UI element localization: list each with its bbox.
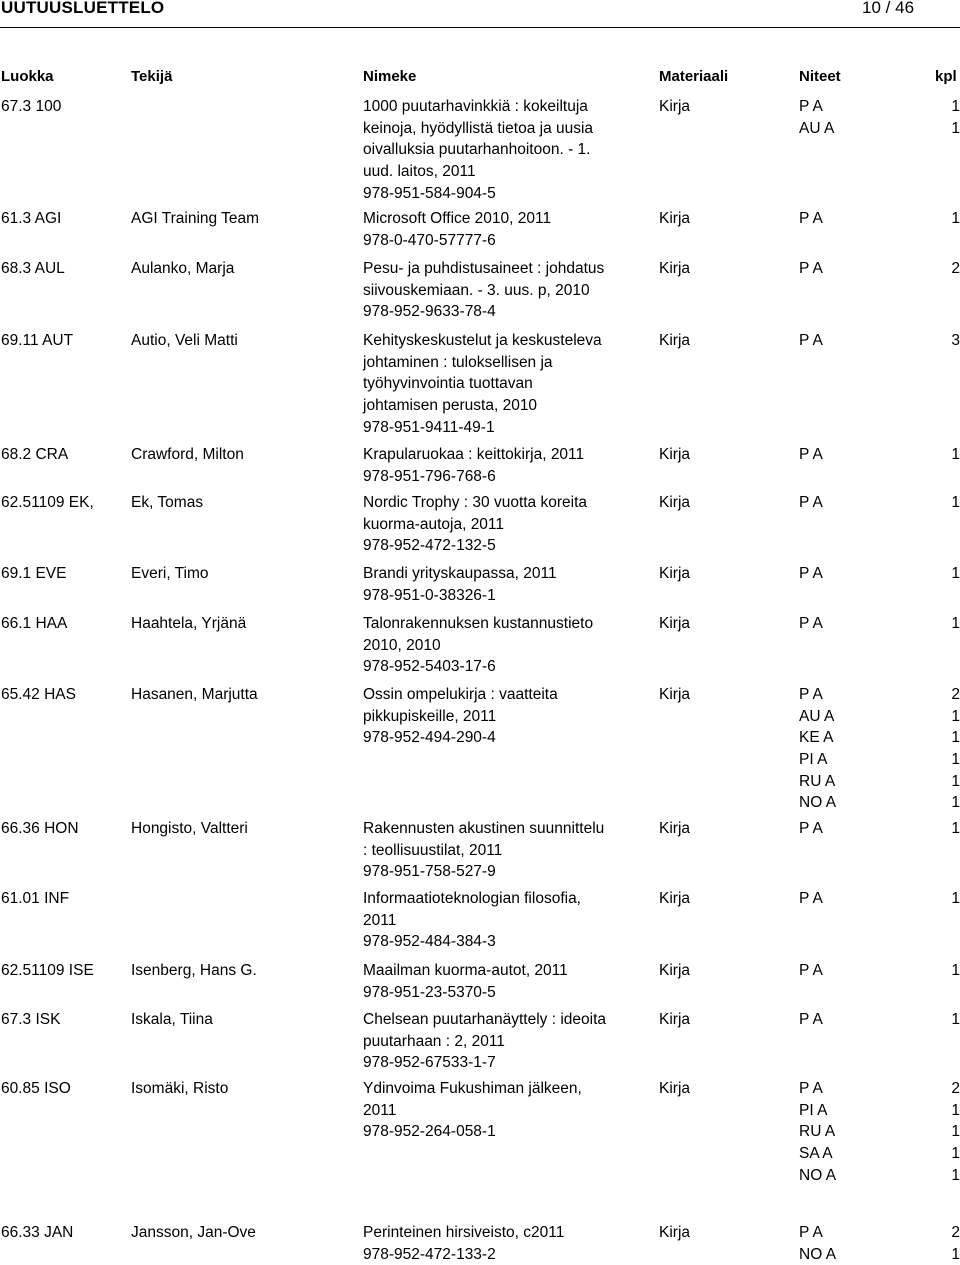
row-materiaali: Kirja xyxy=(659,210,691,227)
nimeke-line: Kehityskeskustelut ja keskusteleva xyxy=(363,332,602,349)
row-luokka: 66.1 HAA xyxy=(1,615,68,632)
row-tekija: Hasanen, Marjutta xyxy=(131,686,258,703)
row-niteet xyxy=(799,888,909,910)
nide-item xyxy=(799,684,959,706)
nimeke-line: kuorma-autoja, 2011 xyxy=(363,515,505,533)
row-kpl: 1 xyxy=(951,820,960,837)
nide-code: SA A xyxy=(799,1145,833,1163)
row-niteet xyxy=(799,1222,960,1265)
row-niteet xyxy=(799,492,909,514)
row-tekija: Ek, Tomas xyxy=(131,494,204,511)
nimeke-line: 978-952-484-384-3 xyxy=(363,933,496,951)
row-niteet xyxy=(799,444,909,466)
nide-code: P A xyxy=(799,1080,823,1097)
column-header-nimeke: Nimeke xyxy=(363,68,417,85)
nimeke-line: 2011 xyxy=(363,911,397,929)
nide-item xyxy=(799,1100,959,1122)
nimeke-line: 978-952-9633-78-4 xyxy=(363,303,496,321)
row-tekija: Jansson, Jan-Ove xyxy=(131,1224,256,1241)
nide-count: 1 xyxy=(951,1101,960,1119)
row-niteet xyxy=(799,208,909,230)
row-kpl: 3 xyxy=(951,332,960,349)
nimeke-line: : teollisuustilat, 2011 xyxy=(363,841,503,859)
nide-item xyxy=(799,706,959,728)
row-tekija: Isenberg, Hans G. xyxy=(131,962,257,979)
nide-item xyxy=(799,1244,959,1265)
nide-count: 1 xyxy=(951,794,960,812)
nimeke-line: 2010, 2010 xyxy=(363,636,441,654)
nide-item xyxy=(799,960,959,982)
nide-item xyxy=(799,727,959,749)
row-nimeke xyxy=(363,208,655,251)
row-tekija: Autio, Veli Matti xyxy=(131,332,238,349)
row-niteet xyxy=(799,960,909,982)
nimeke-line: 978-951-796-768-6 xyxy=(363,467,496,485)
row-niteet xyxy=(799,1078,960,1186)
page-current: 10 xyxy=(862,0,881,17)
row-materiaali: Kirja xyxy=(659,1224,691,1241)
nide-item xyxy=(799,771,959,793)
row-kpl: 1 xyxy=(951,210,960,227)
nimeke-line: 978-951-584-904-5 xyxy=(363,184,496,202)
nide-code: RU A xyxy=(799,1123,836,1141)
nimeke-line: 1000 puutarhavinkkiä : kokeiltuja xyxy=(363,98,588,115)
page-number xyxy=(862,0,914,18)
row-materiaali: Kirja xyxy=(659,686,691,703)
row-niteet xyxy=(799,818,909,840)
row-niteet xyxy=(799,330,909,352)
nimeke-line: Informaatioteknologian filosofia, xyxy=(363,890,581,907)
nide-item xyxy=(799,1222,959,1244)
row-niteet xyxy=(799,613,909,635)
nide-item xyxy=(799,492,959,514)
row-kpl: 1 xyxy=(951,446,960,463)
nide-code: AU A xyxy=(799,707,835,725)
nide-item xyxy=(799,563,959,585)
row-niteet xyxy=(799,563,909,585)
row-tekija: Everi, Timo xyxy=(131,565,209,582)
nimeke-line: 978-952-494-290-4 xyxy=(363,729,496,747)
row-materiaali: Kirja xyxy=(659,494,691,511)
nimeke-line: 978-952-5403-17-6 xyxy=(363,658,496,676)
nimeke-line: 978-952-264-058-1 xyxy=(363,1123,496,1141)
nimeke-line: Ydinvoima Fukushiman jälkeen, xyxy=(363,1080,582,1097)
row-tekija: Haahtela, Yrjänä xyxy=(131,615,247,632)
row-tekija: AGI Training Team xyxy=(131,210,260,227)
nide-item xyxy=(799,1121,959,1143)
nimeke-line: Brandi yrityskaupassa, 2011 xyxy=(363,565,557,582)
row-luokka: 66.36 HON xyxy=(1,820,79,837)
nimeke-line: 978-952-67533-1-7 xyxy=(363,1054,496,1072)
nide-code: P A xyxy=(799,332,823,349)
nide-count: 1 xyxy=(951,1166,960,1184)
row-niteet xyxy=(799,684,960,814)
nide-code: P A xyxy=(799,820,823,837)
row-niteet xyxy=(799,258,909,280)
row-materiaali: Kirja xyxy=(659,565,691,582)
row-tekija: Aulanko, Marja xyxy=(131,260,235,277)
nide-item xyxy=(799,888,959,910)
nide-count: 1 xyxy=(951,729,960,747)
row-nimeke xyxy=(363,258,655,323)
row-luokka: 68.2 CRA xyxy=(1,446,69,463)
nimeke-line: pikkupiskeille, 2011 xyxy=(363,707,497,725)
row-nimeke xyxy=(363,960,655,1003)
nimeke-line: Maailman kuorma-autot, 2011 xyxy=(363,962,568,979)
nide-code: P A xyxy=(799,98,823,115)
row-nimeke xyxy=(363,1078,655,1143)
header-divider xyxy=(0,27,960,28)
row-luokka: 69.11 AUT xyxy=(1,332,74,349)
nimeke-line: Rakennusten akustinen suunnittelu xyxy=(363,820,605,837)
row-kpl: 2 xyxy=(951,260,960,277)
row-nimeke xyxy=(363,1009,655,1074)
nimeke-line: johtaminen : tuloksellisen ja xyxy=(363,353,553,371)
nimeke-line: Talonrakennuksen kustannustieto xyxy=(363,615,594,632)
page-title: UUTUUSLUETTELO xyxy=(1,0,165,17)
row-nimeke xyxy=(363,330,655,439)
nide-item xyxy=(799,258,959,280)
row-kpl: 1 xyxy=(951,890,960,907)
row-materiaali: Kirja xyxy=(659,615,691,632)
nide-code: PI A xyxy=(799,751,828,769)
nimeke-line: oivalluksia puutarhanhoitoon. - 1. xyxy=(363,141,591,159)
nide-code: P A xyxy=(799,1011,823,1028)
row-nimeke xyxy=(363,492,655,557)
row-luokka: 66.33 JAN xyxy=(1,1224,74,1241)
nide-item xyxy=(799,818,959,840)
row-nimeke xyxy=(363,1222,655,1265)
row-luokka: 61.01 INF xyxy=(1,890,70,907)
row-luokka: 61.3 AGI xyxy=(1,210,62,227)
nimeke-line: Nordic Trophy : 30 vuotta koreita xyxy=(363,494,588,511)
row-materiaali: Kirja xyxy=(659,98,691,115)
row-materiaali: Kirja xyxy=(659,890,691,907)
nimeke-line: 978-951-758-527-9 xyxy=(363,863,496,881)
nide-item xyxy=(799,1078,959,1100)
row-tekija: Iskala, Tiina xyxy=(131,1011,213,1028)
nide-code: KE A xyxy=(799,729,834,747)
row-tekija: Hongisto, Valtteri xyxy=(131,820,248,837)
nide-code: P A xyxy=(799,210,823,227)
nide-item xyxy=(799,330,959,352)
nide-code: PI A xyxy=(799,1101,828,1119)
row-kpl: 2 xyxy=(951,1224,960,1241)
row-tekija: Isomäki, Risto xyxy=(131,1080,229,1097)
nide-item xyxy=(799,96,959,118)
row-nimeke xyxy=(363,888,655,953)
nide-count: 1 xyxy=(951,751,960,769)
row-nimeke xyxy=(363,96,655,205)
nide-code: NO A xyxy=(799,1166,837,1184)
nimeke-line: työhyvinvointia tuottavan xyxy=(363,375,533,393)
nide-item xyxy=(799,1143,959,1165)
column-header-kpl: kpl xyxy=(935,68,957,85)
nide-code: P A xyxy=(799,1224,823,1241)
nimeke-line: uud. laitos, 2011 xyxy=(363,163,476,181)
nide-item xyxy=(799,613,959,635)
row-tekija: Crawford, Milton xyxy=(131,446,244,463)
nide-count: 1 xyxy=(951,707,960,725)
row-kpl: 1 xyxy=(951,1011,960,1028)
nide-code: AU A xyxy=(799,119,835,137)
column-header-tekija: Tekijä xyxy=(131,68,173,85)
row-luokka: 69.1 EVE xyxy=(1,565,67,582)
row-luokka: 68.3 AUL xyxy=(1,260,65,277)
nide-code: P A xyxy=(799,494,823,511)
page-total: 46 xyxy=(895,0,915,17)
row-luokka: 60.85 ISO xyxy=(1,1080,71,1097)
row-kpl: 2 xyxy=(951,686,960,703)
row-nimeke xyxy=(363,613,655,678)
nide-item xyxy=(799,749,959,771)
row-luokka: 62.51109 ISE xyxy=(1,962,94,979)
column-header-luokka: Luokka xyxy=(1,68,54,85)
row-nimeke xyxy=(363,563,655,606)
nide-code: P A xyxy=(799,260,823,277)
nide-item xyxy=(799,792,959,814)
row-niteet xyxy=(799,1009,909,1031)
row-kpl: 1 xyxy=(951,565,960,582)
row-luokka: 67.3 ISK xyxy=(1,1011,61,1028)
nimeke-line: Pesu- ja puhdistusaineet : johdatus xyxy=(363,260,605,277)
nimeke-line: 978-951-9411-49-1 xyxy=(363,418,495,436)
row-luokka: 65.42 HAS xyxy=(1,686,76,703)
nide-code: P A xyxy=(799,446,823,463)
nide-code: P A xyxy=(799,565,823,582)
nimeke-line: 978-951-23-5370-5 xyxy=(363,983,496,1001)
nimeke-line: Microsoft Office 2010, 2011 xyxy=(363,210,552,227)
nide-count: 1 xyxy=(951,119,960,137)
nide-item xyxy=(799,118,959,140)
row-materiaali: Kirja xyxy=(659,820,691,837)
nide-count: 1 xyxy=(951,1123,960,1141)
nide-code: P A xyxy=(799,686,823,703)
nide-code: P A xyxy=(799,890,823,907)
nimeke-line: siivouskemiaan. - 3. uus. p, 2010 xyxy=(363,281,590,299)
row-materiaali: Kirja xyxy=(659,260,691,277)
row-materiaali: Kirja xyxy=(659,1011,691,1028)
nimeke-line: keinoja, hyödyllistä tietoa ja uusia xyxy=(363,119,594,137)
row-luokka: 62.51109 EK, xyxy=(1,494,94,511)
row-kpl: 1 xyxy=(951,962,960,979)
row-nimeke xyxy=(363,684,655,749)
nimeke-line: johtamisen perusta, 2010 xyxy=(363,397,538,415)
row-luokka: 67.3 100 xyxy=(1,98,62,115)
nide-code: P A xyxy=(799,615,823,632)
column-header-materiaali: Materiaali xyxy=(659,68,729,85)
nide-code: NO A xyxy=(799,794,837,812)
nimeke-line: 2011 xyxy=(363,1101,397,1119)
row-niteet xyxy=(799,96,960,139)
nimeke-line: Chelsean puutarhanäyttely : ideoita xyxy=(363,1011,606,1028)
row-materiaali: Kirja xyxy=(659,446,691,463)
nide-count: 1 xyxy=(951,772,960,790)
row-nimeke xyxy=(363,444,655,487)
nide-item xyxy=(799,1009,959,1031)
nimeke-line: 978-0-470-57777-6 xyxy=(363,231,496,249)
nimeke-line: 978-952-472-132-5 xyxy=(363,537,496,555)
nide-item xyxy=(799,444,959,466)
row-materiaali: Kirja xyxy=(659,332,691,349)
nimeke-line: Perinteinen hirsiveisto, c2011 xyxy=(363,1224,565,1241)
nimeke-line: Ossin ompelukirja : vaatteita xyxy=(363,686,558,703)
nide-item xyxy=(799,1165,959,1187)
row-nimeke xyxy=(363,818,655,883)
row-kpl: 2 xyxy=(951,1080,960,1097)
column-header-niteet: Niteet xyxy=(799,68,841,85)
nide-count: 1 xyxy=(951,98,960,115)
nide-item xyxy=(799,208,959,230)
row-kpl: 1 xyxy=(951,494,960,511)
nide-count: 1 xyxy=(951,1145,960,1163)
nide-code: P A xyxy=(799,962,823,979)
page-separator: / xyxy=(885,0,891,17)
nimeke-line: Krapularuokaa : keittokirja, 2011 xyxy=(363,446,585,463)
nimeke-line: 978-951-0-38326-1 xyxy=(363,586,496,604)
nimeke-line: puutarhaan : 2, 2011 xyxy=(363,1032,505,1050)
row-kpl: 1 xyxy=(951,615,960,632)
nimeke-line: 978-952-472-133-2 xyxy=(363,1245,496,1263)
nide-code: NO A xyxy=(799,1245,837,1263)
row-materiaali: Kirja xyxy=(659,1080,691,1097)
nide-count: 1 xyxy=(951,1245,960,1263)
nide-code: RU A xyxy=(799,772,836,790)
row-materiaali: Kirja xyxy=(659,962,691,979)
